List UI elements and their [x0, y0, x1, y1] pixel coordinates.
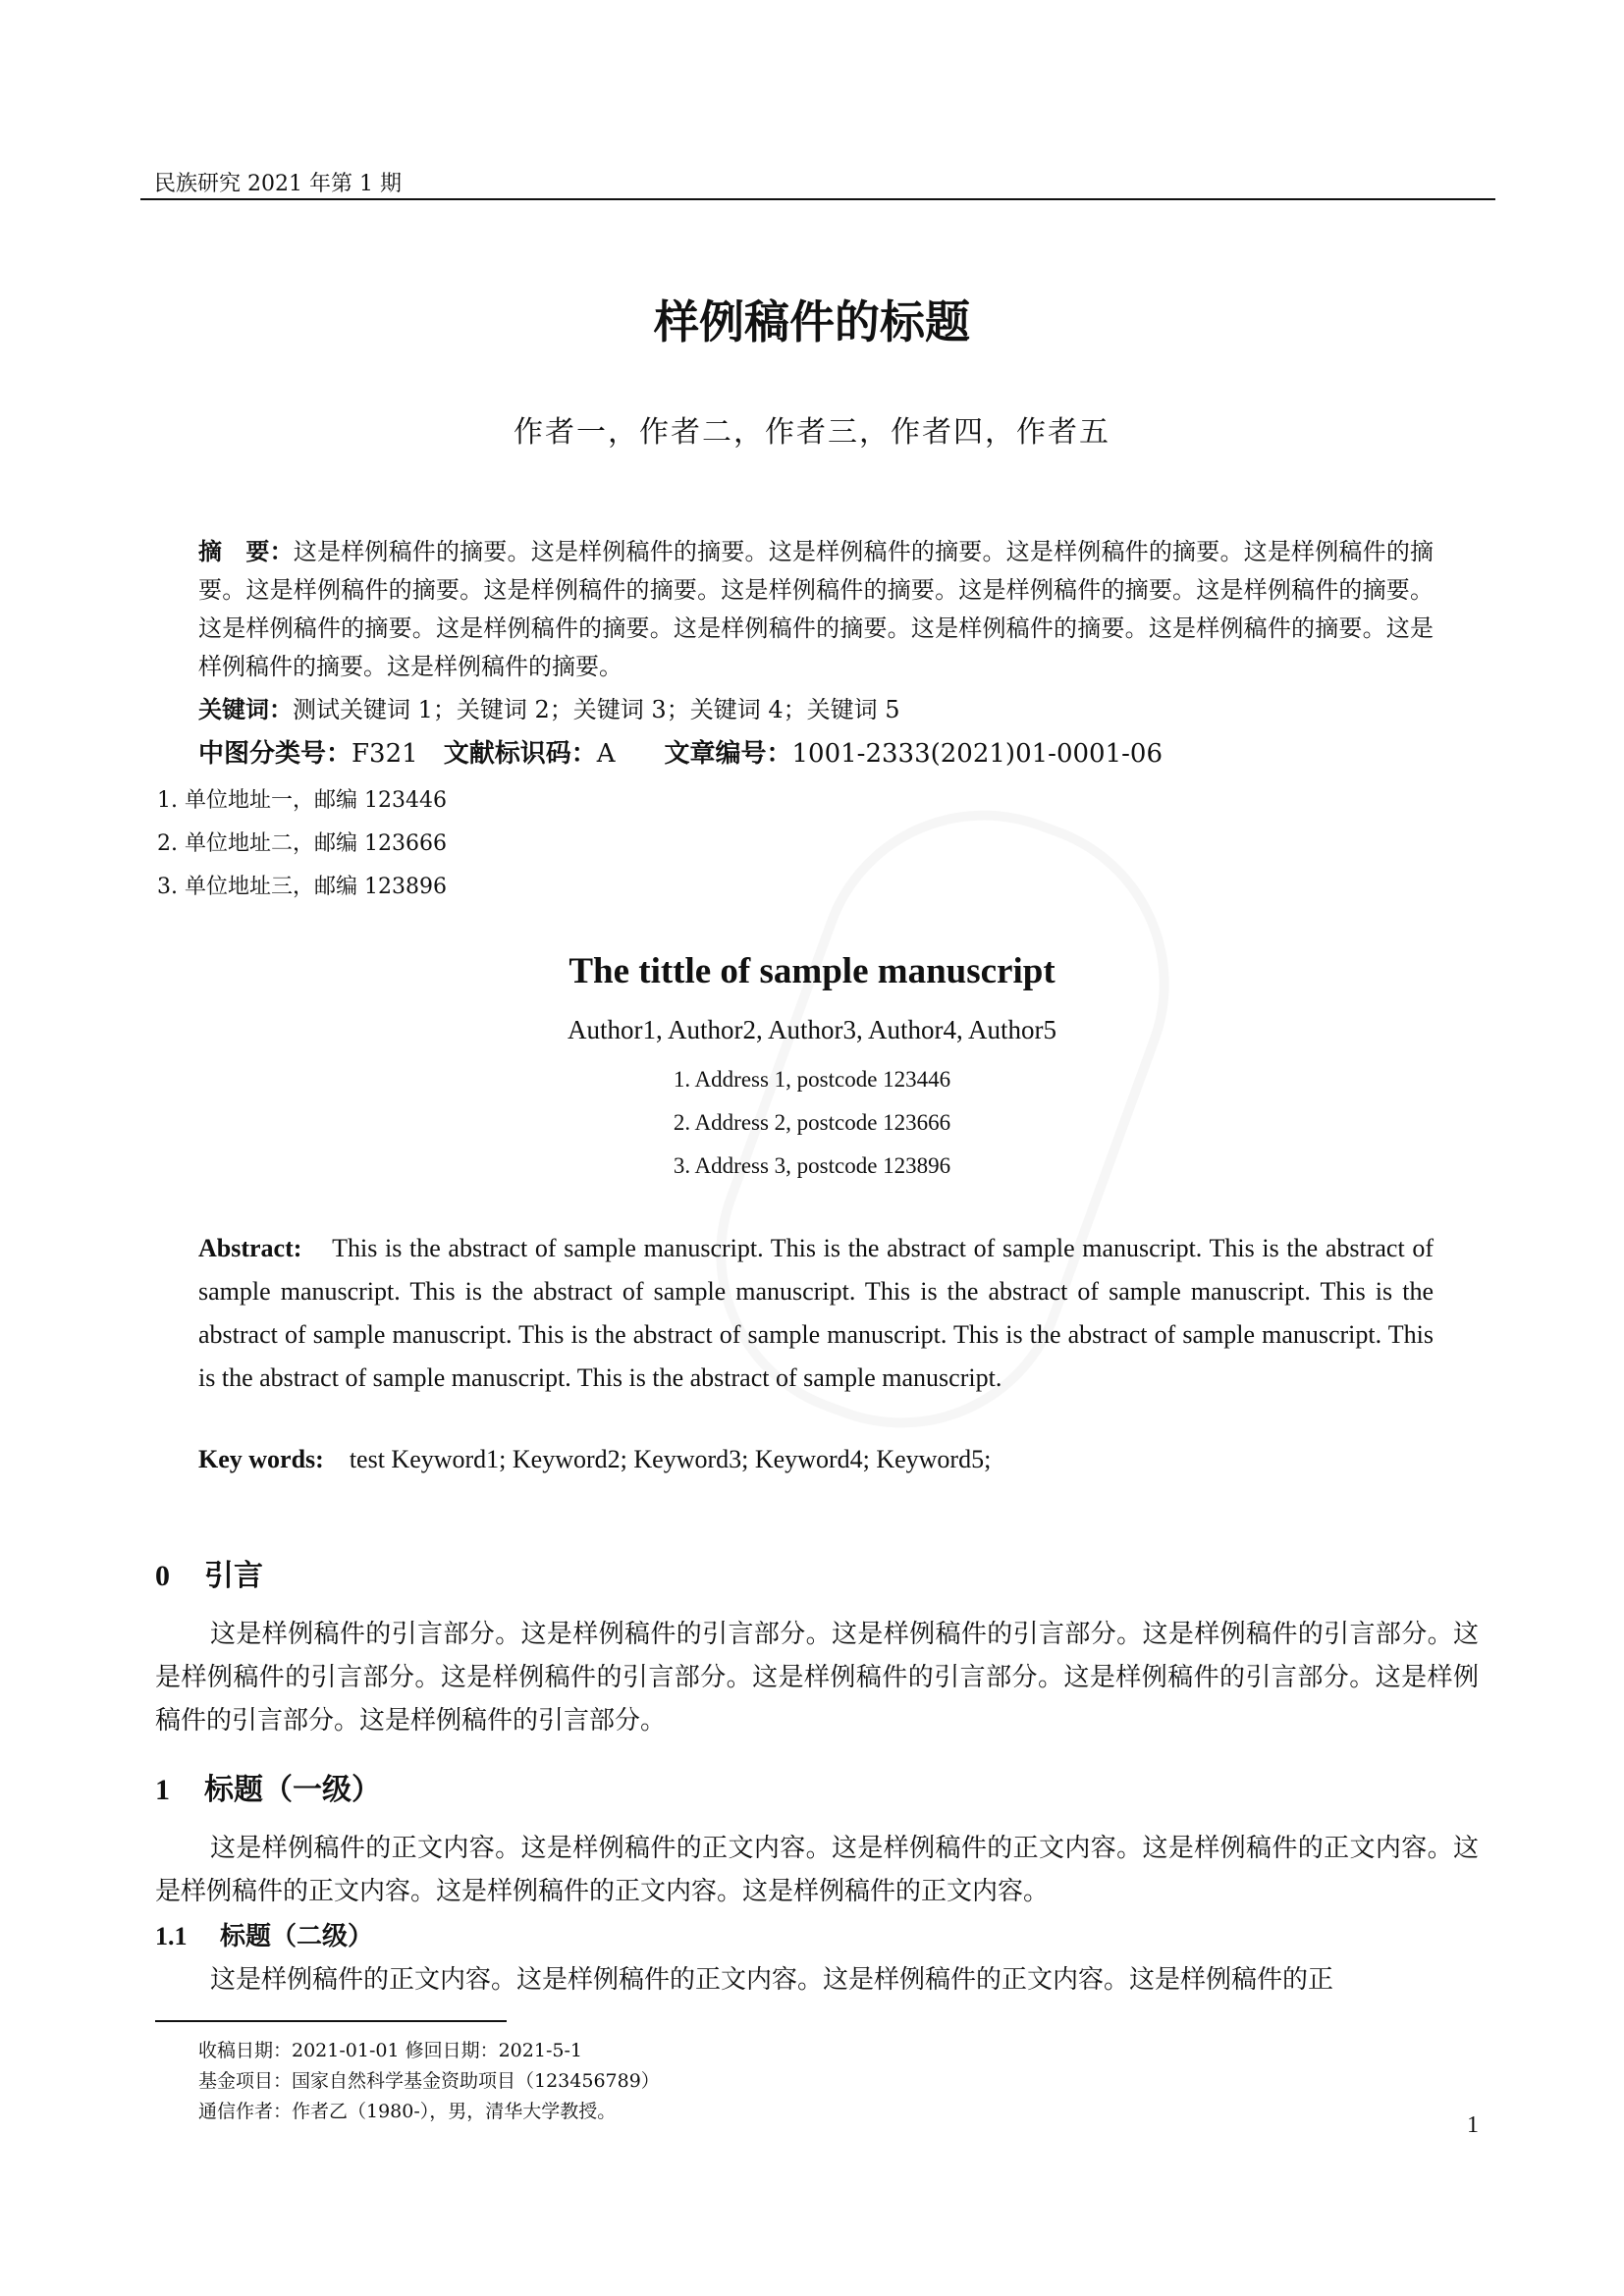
clc-value: F321 [352, 739, 418, 769]
keywords-chinese-label: 关键词： [198, 696, 293, 723]
section-title: 标题（一级） [204, 1773, 381, 1807]
abstract-english-text: This is the abstract of sample manuscript. This is the abstract of sample manuscript. This is the abstract of sample manuscript. This is the abstract of sample manuscript. This is the abstract of sample manuscript. This is the abstract of sample manuscript. This is the abstract of sample manuscript. This is the abstract of sample manuscript. This is the abstract of sample manuscript. This is the abstract of sample manuscript. [198, 1234, 1434, 1392]
affiliation-english-item: 2. Address 2, postcode 123666 [673, 1110, 951, 1135]
abstract-chinese [198, 533, 1434, 686]
footnote-item: 通信作者：作者乙（1980-），男，清华大学教授。 [198, 2101, 617, 2122]
section-heading-intro [155, 1551, 263, 1594]
keywords-english [198, 1445, 991, 1474]
classification-line [198, 733, 1163, 770]
header-rule [140, 198, 1495, 200]
affiliation-chinese-item: 3. 单位地址三，邮编 123896 [157, 875, 447, 899]
abstract-chinese-label: 摘 要： [198, 538, 294, 565]
footnote-item: 基金项目：国家自然科学基金资助项目（123456789） [198, 2070, 660, 2092]
title-chinese: 样例稿件的标题 [654, 295, 970, 348]
section-heading-1 [155, 1765, 381, 1808]
footnote-item: 收稿日期：2021-01-01 修回日期：2021-5-1 [198, 2040, 582, 2061]
article-no-value: 1001-2333(2021)01-0001-06 [791, 739, 1163, 769]
section-number: 0 [155, 1560, 170, 1592]
article-no-label: 文章编号： [664, 739, 792, 769]
page-number: 1 [1467, 2112, 1479, 2138]
abstract-chinese-text: 这是样例稿件的摘要。这是样例稿件的摘要。这是样例稿件的摘要。这是样例稿件的摘要。这是样例稿件的摘要。这是样例稿件的摘要。这是样例稿件的摘要。这是样例稿件的摘要。这是样例稿件的摘要。这是样例稿件的摘要。这是样例稿件的摘要。这是样例稿件的摘要。这是样例稿件的摘要。这是样例稿件的摘要。这是样例稿件的摘要。这是样例稿件的摘要。这是样例稿件的摘要。 [198, 538, 1435, 680]
affiliation-english-item: 3. Address 3, postcode 123896 [673, 1153, 951, 1178]
subsection-title: 标题（二级） [220, 1922, 374, 1951]
affiliations-chinese [157, 779, 447, 909]
keywords-chinese-text: 测试关键词 1；关键词 2；关键词 3；关键词 4；关键词 5 [293, 696, 900, 723]
authors-chinese: 作者一，作者二，作者三，作者四，作者五 [514, 415, 1110, 450]
section-number: 1 [155, 1774, 170, 1806]
authors-english: Author1, Author2, Author3, Author4, Author5 [568, 1015, 1056, 1044]
affiliation-chinese-item: 2. 单位地址二，邮编 123666 [157, 831, 447, 856]
footnotes [198, 2036, 660, 2127]
section-paragraph-1: 这是样例稿件的正文内容。这是样例稿件的正文内容。这是样例稿件的正文内容。这是样例稿件的正文内容。这是样例稿件的正文内容。这是样例稿件的正文内容。这是样例稿件的正文内容。 [155, 1834, 1479, 1906]
abstract-english-label: Abstract: [198, 1234, 302, 1262]
subsection-heading-1-1 [155, 1916, 373, 1952]
affiliations-english [0, 1058, 1624, 1188]
doc-code-label: 文献标识码： [443, 739, 597, 769]
title-english: The tittle of sample manuscript [568, 951, 1056, 991]
keywords-english-text: test Keyword1; Keyword2; Keyword3; Keyword4; Keyword5; [349, 1445, 992, 1473]
subsection-paragraph-1-1: 这是样例稿件的正文内容。这是样例稿件的正文内容。这是样例稿件的正文内容。这是样例稿件的正 [210, 1965, 1334, 1995]
section-title: 引言 [204, 1559, 263, 1593]
clc-label: 中图分类号： [198, 739, 352, 769]
footnote-rule [155, 2020, 507, 2022]
subsection-number: 1.1 [155, 1922, 188, 1950]
abstract-english [198, 1227, 1434, 1400]
affiliation-chinese-item: 1. 单位地址一，邮编 123446 [157, 788, 447, 813]
running-head: 民族研究 2021 年第 1 期 [154, 172, 402, 196]
affiliation-english-item: 1. Address 1, postcode 123446 [673, 1067, 951, 1092]
section-paragraph-intro: 这是样例稿件的引言部分。这是样例稿件的引言部分。这是样例稿件的引言部分。这是样例稿件的引言部分。这是样例稿件的引言部分。这是样例稿件的引言部分。这是样例稿件的引言部分。这是样例稿件的引言部分。这是样例稿件的引言部分。这是样例稿件的引言部分。 [155, 1620, 1479, 1735]
doc-code-value: A [596, 739, 616, 769]
keywords-chinese [198, 690, 900, 724]
keywords-english-label: Key words: [198, 1445, 324, 1473]
